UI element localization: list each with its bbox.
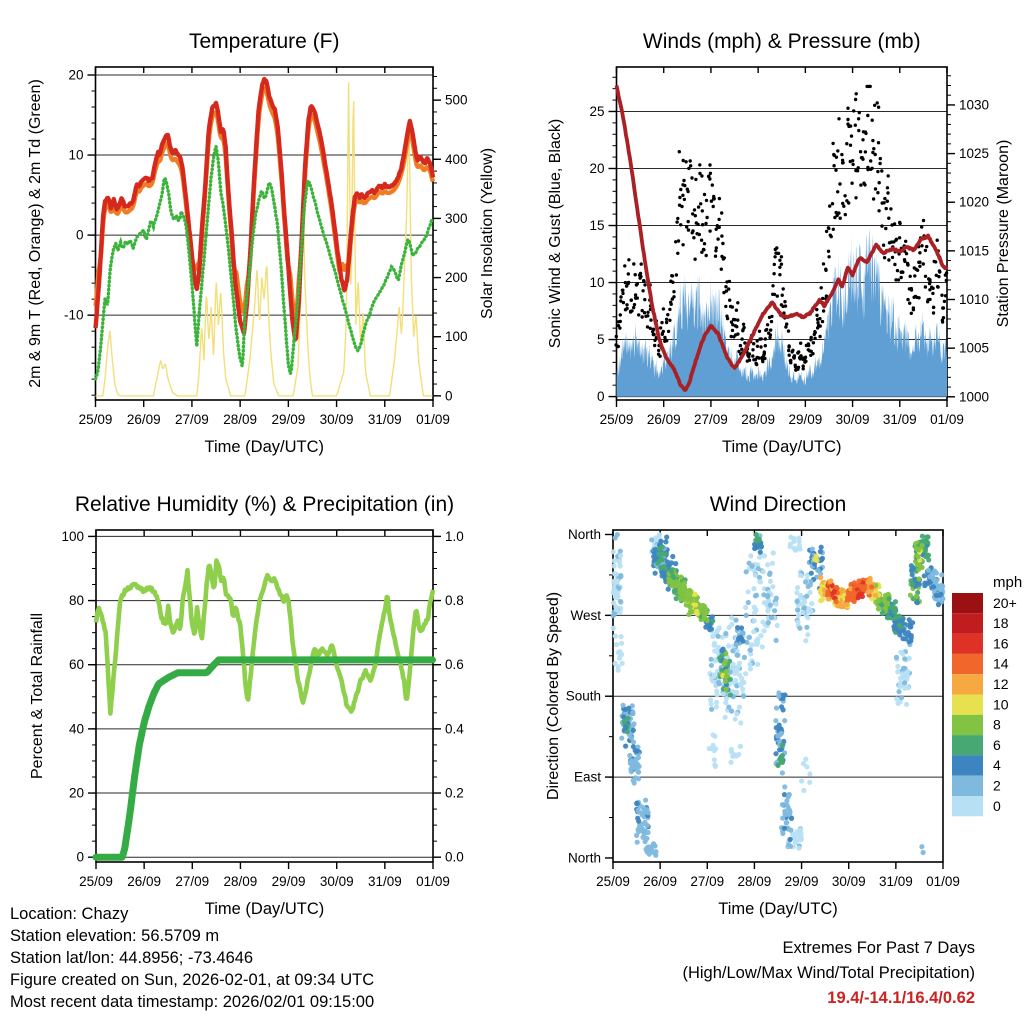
- svg-text:North: North: [567, 850, 601, 866]
- svg-text:0: 0: [76, 849, 84, 865]
- svg-text:1005: 1005: [959, 340, 990, 356]
- colorbar-label: 18: [993, 615, 1009, 632]
- y-axis-label-left: Direction (Colored By Speed): [545, 591, 562, 801]
- colorbar-swatch: [952, 634, 983, 654]
- colorbar-label: 16: [993, 635, 1009, 652]
- colorbar-swatch: [952, 593, 983, 613]
- svg-text:0.6: 0.6: [445, 657, 464, 673]
- temp-9m-line: [96, 88, 434, 318]
- colorbar-label: 0: [993, 797, 1001, 814]
- panel-title: Winds (mph) & Pressure (mb): [642, 30, 921, 53]
- svg-text:-10: -10: [63, 307, 84, 323]
- svg-text:0: 0: [445, 388, 453, 404]
- extremes-block: [682, 936, 975, 1011]
- panel-temperature: [27, 30, 496, 456]
- temp-2m-line: [96, 79, 434, 339]
- svg-text:29/09: 29/09: [784, 874, 819, 889]
- svg-text:26/09: 26/09: [646, 412, 681, 427]
- panel-rh-precip: [29, 493, 464, 918]
- panel-wind-direction: [545, 493, 960, 918]
- svg-text:1025: 1025: [959, 146, 990, 162]
- colorbar-label: 14: [993, 655, 1009, 672]
- colorbar-swatch: [952, 695, 983, 715]
- svg-text:500: 500: [445, 92, 468, 108]
- y-axis-label-left: Sonic Wind & Gust (Blue, Black): [547, 118, 564, 349]
- svg-text:26/09: 26/09: [127, 874, 162, 889]
- svg-text:1000: 1000: [959, 389, 990, 405]
- extremes-values: 19.4/-14.1/16.4/0.62: [827, 989, 975, 1007]
- footer-elevation: Station elevation: 56.5709 m: [10, 927, 220, 945]
- svg-text:26/09: 26/09: [643, 874, 678, 889]
- svg-text:0.4: 0.4: [445, 721, 464, 737]
- svg-text:25: 25: [589, 103, 605, 119]
- svg-text:1030: 1030: [959, 97, 990, 113]
- svg-text:80: 80: [68, 593, 84, 609]
- colorbar-label: 20+: [993, 594, 1017, 611]
- precip-line: [96, 660, 433, 857]
- colorbar-swatch: [952, 715, 983, 735]
- panel-title: Wind Direction: [709, 493, 847, 516]
- x-axis-label: Time (Day/UTC): [204, 900, 325, 918]
- colorbar-swatch: [952, 654, 983, 674]
- svg-text:15: 15: [589, 218, 605, 234]
- plot-frame: [96, 67, 434, 400]
- svg-text:28/09: 28/09: [737, 874, 772, 889]
- extremes-subtitle: (High/Low/Max Wind/Total Precipitation): [682, 964, 975, 982]
- svg-text:25/09: 25/09: [79, 874, 113, 889]
- svg-text:01/09: 01/09: [926, 874, 960, 889]
- footer-location: Location: Chazy: [10, 905, 129, 923]
- svg-text:27/09: 27/09: [694, 412, 728, 427]
- svg-text:01/09: 01/09: [930, 412, 964, 427]
- colorbar-swatch: [952, 613, 983, 633]
- panel-winds-pressure: [547, 30, 1012, 456]
- svg-text:28/09: 28/09: [223, 874, 258, 889]
- panel-title: Temperature (F): [188, 30, 340, 53]
- svg-text:29/09: 29/09: [788, 412, 823, 427]
- svg-text:400: 400: [445, 151, 468, 167]
- svg-text:01/09: 01/09: [416, 412, 450, 427]
- svg-text:30/09: 30/09: [835, 412, 870, 427]
- svg-text:26/09: 26/09: [126, 412, 161, 427]
- svg-text:5: 5: [596, 332, 605, 348]
- colorbar-title: mph: [993, 574, 1023, 591]
- svg-text:01/09: 01/09: [416, 874, 450, 889]
- svg-text:20: 20: [68, 785, 84, 801]
- svg-text:100: 100: [445, 329, 468, 345]
- colorbar-label: 10: [993, 696, 1009, 713]
- svg-text:30/09: 30/09: [831, 874, 866, 889]
- svg-text:200: 200: [445, 270, 468, 286]
- svg-text:27/09: 27/09: [690, 874, 725, 889]
- svg-text:60: 60: [68, 657, 84, 673]
- svg-text:25/09: 25/09: [78, 412, 113, 427]
- colorbar-label: 8: [993, 716, 1001, 733]
- panel-title: Relative Humidity (%) & Precipitation (in): [74, 493, 455, 516]
- x-axis-label: Time (Day/UTC): [722, 438, 842, 456]
- svg-text:1.0: 1.0: [445, 528, 464, 544]
- svg-text:East: East: [573, 769, 601, 785]
- svg-text:29/09: 29/09: [271, 412, 306, 427]
- y-axis-label-left: Percent & Total Rainfall: [29, 612, 46, 780]
- colorbar-label: 6: [993, 736, 1001, 753]
- svg-text:0.0: 0.0: [445, 849, 464, 865]
- svg-text:10: 10: [68, 147, 84, 163]
- extremes-title: Extremes For Past 7 Days: [782, 939, 975, 957]
- svg-text:North: North: [567, 526, 601, 542]
- svg-text:20: 20: [68, 67, 84, 83]
- footer-latlon: Station lat/lon: 44.8956; -73.4646: [10, 949, 254, 967]
- y-axis-label-right: Station Pressure (Maroon): [995, 139, 1012, 328]
- svg-text:West: West: [570, 607, 601, 623]
- svg-text:30/09: 30/09: [319, 874, 354, 889]
- svg-text:0.8: 0.8: [445, 593, 464, 609]
- colorbar-swatch: [952, 796, 983, 816]
- colorbar-label: 12: [993, 676, 1009, 692]
- dewpoint-line: [96, 146, 434, 379]
- colorbar-label: 2: [993, 777, 1001, 794]
- svg-text:300: 300: [445, 210, 468, 226]
- footer-created: Figure created on Sun, 2026-02-01, at 09:34 UTC: [10, 971, 375, 989]
- svg-text:31/09: 31/09: [367, 874, 402, 889]
- x-axis-label: Time (Day/UTC): [204, 438, 324, 456]
- svg-text:30/09: 30/09: [319, 412, 354, 427]
- humidity-line: [96, 561, 433, 714]
- colorbar-swatch: [952, 674, 983, 694]
- svg-text:1015: 1015: [959, 243, 990, 259]
- colorbar-swatch: [952, 735, 983, 755]
- y-axis-label-left: 2m & 9m T (Red, Orange) & 2m Td (Green): [27, 79, 44, 388]
- station-footer: [10, 903, 374, 1013]
- svg-text:31/09: 31/09: [882, 412, 917, 427]
- y-axis-label-right: Solar Insolation (Yellow): [479, 147, 496, 320]
- svg-text:31/09: 31/09: [878, 874, 913, 889]
- svg-text:0: 0: [596, 389, 605, 405]
- svg-text:25/09: 25/09: [599, 412, 634, 427]
- svg-text:1010: 1010: [959, 292, 990, 308]
- svg-text:29/09: 29/09: [271, 874, 306, 889]
- svg-text:27/09: 27/09: [175, 412, 209, 427]
- svg-text:27/09: 27/09: [175, 874, 210, 889]
- svg-text:40: 40: [68, 721, 84, 737]
- colorbar-swatch: [952, 755, 983, 775]
- svg-text:31/09: 31/09: [367, 412, 402, 427]
- svg-text:28/09: 28/09: [741, 412, 776, 427]
- svg-text:100: 100: [61, 528, 84, 544]
- svg-text:25/09: 25/09: [596, 874, 630, 889]
- svg-text:0.2: 0.2: [445, 785, 464, 801]
- svg-text:10: 10: [589, 275, 605, 291]
- svg-text:1020: 1020: [959, 194, 990, 210]
- svg-text:28/09: 28/09: [223, 412, 258, 427]
- x-axis-label: Time (Day/UTC): [718, 900, 838, 918]
- svg-text:0: 0: [75, 227, 84, 243]
- colorbar-label: 4: [993, 757, 1001, 774]
- svg-text:20: 20: [589, 160, 605, 176]
- direction-dots: [611, 532, 946, 858]
- colorbar-swatch: [952, 776, 983, 796]
- speed-colorbar: [952, 574, 1022, 816]
- footer-timestamp: Most recent data timestamp: 2026/02/01 09:15:00: [10, 993, 375, 1011]
- svg-text:South: South: [565, 688, 601, 704]
